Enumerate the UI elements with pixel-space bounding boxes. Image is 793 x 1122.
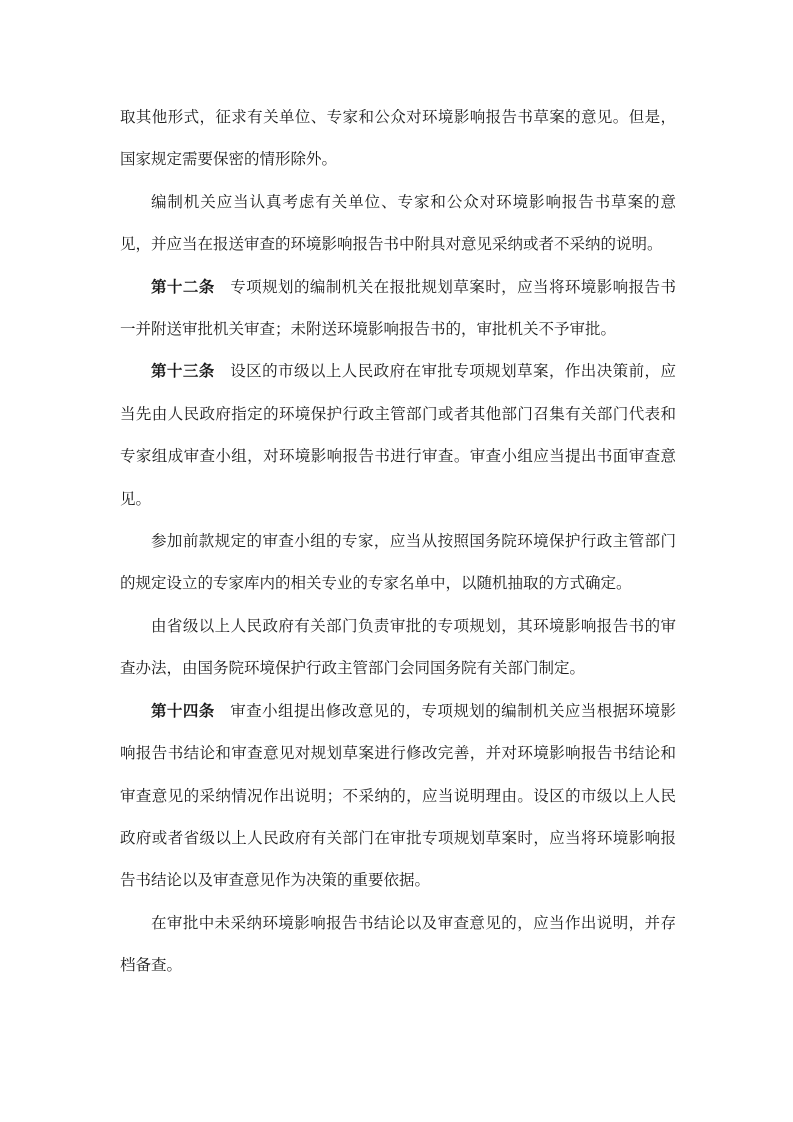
article-12 [120,266,676,351]
paragraph-text: 取其他形式，征求有关单位、专家和公众对环境影响报告书草案的意见。但是，国家规定需要保密的情形除外。 [120,108,676,169]
article-number: 第十四条 [151,701,215,720]
paragraph-6 [120,605,676,690]
article-14 [120,690,676,902]
paragraph-text: 参加前款规定的审查小组的专家，应当从按照国务院环境保护行政主管部门的规定设立的专家库内的相关专业的专家名单中，以随机抽取的方式确定。 [120,532,676,593]
paragraph-text: 专项规划的编制机关在报批规划草案时，应当将环境影响报告书一并附送审批机关审查；未附送环境影响报告书的，审批机关不予审批。 [120,277,676,339]
paragraph-text: 审查小组提出修改意见的，专项规划的编制机关应当根据环境影响报告书结论和审查意见对规划草案进行修改完善，并对环境影响报告书结论和审查意见的采纳情况作出说明；不采纳的，应当说明理由。设区的市级以上人民政府或者省级以上人民政府有关部门在审批专项规划草案时，应当将环境影响报告书结论以及审查意见作为决策的重要依据。 [120,701,676,890]
document-body [120,96,676,987]
paragraph-5 [120,520,676,605]
paragraph-text: 在审批中未采纳环境影响报告书结论以及审查意见的，应当作出说明，并存档备查。 [120,913,676,975]
paragraph-text: 编制机关应当认真考虑有关单位、专家和公众对环境影响报告书草案的意见，并应当在报送审查的环境影响报告书中附具对意见采纳或者不采纳的说明。 [120,192,676,254]
paragraph-2 [120,181,676,266]
article-13 [120,350,676,520]
article-number: 第十二条 [151,277,215,296]
paragraph-8 [120,902,676,987]
paragraph-1 [120,96,676,181]
paragraph-text: 设区的市级以上人民政府在审批专项规划草案，作出决策前，应当先由人民政府指定的环境保护行政主管部门或者其他部门召集有关部门代表和专家组成审查小组，对环境影响报告书进行审查。审查小组应当提出书面审查意见。 [120,362,676,508]
article-number: 第十三条 [151,362,215,381]
paragraph-text: 由省级以上人民政府有关部门负责审批的专项规划，其环境影响报告书的审查办法，由国务院环境保护行政主管部门会同国务院有关部门制定。 [120,616,676,678]
